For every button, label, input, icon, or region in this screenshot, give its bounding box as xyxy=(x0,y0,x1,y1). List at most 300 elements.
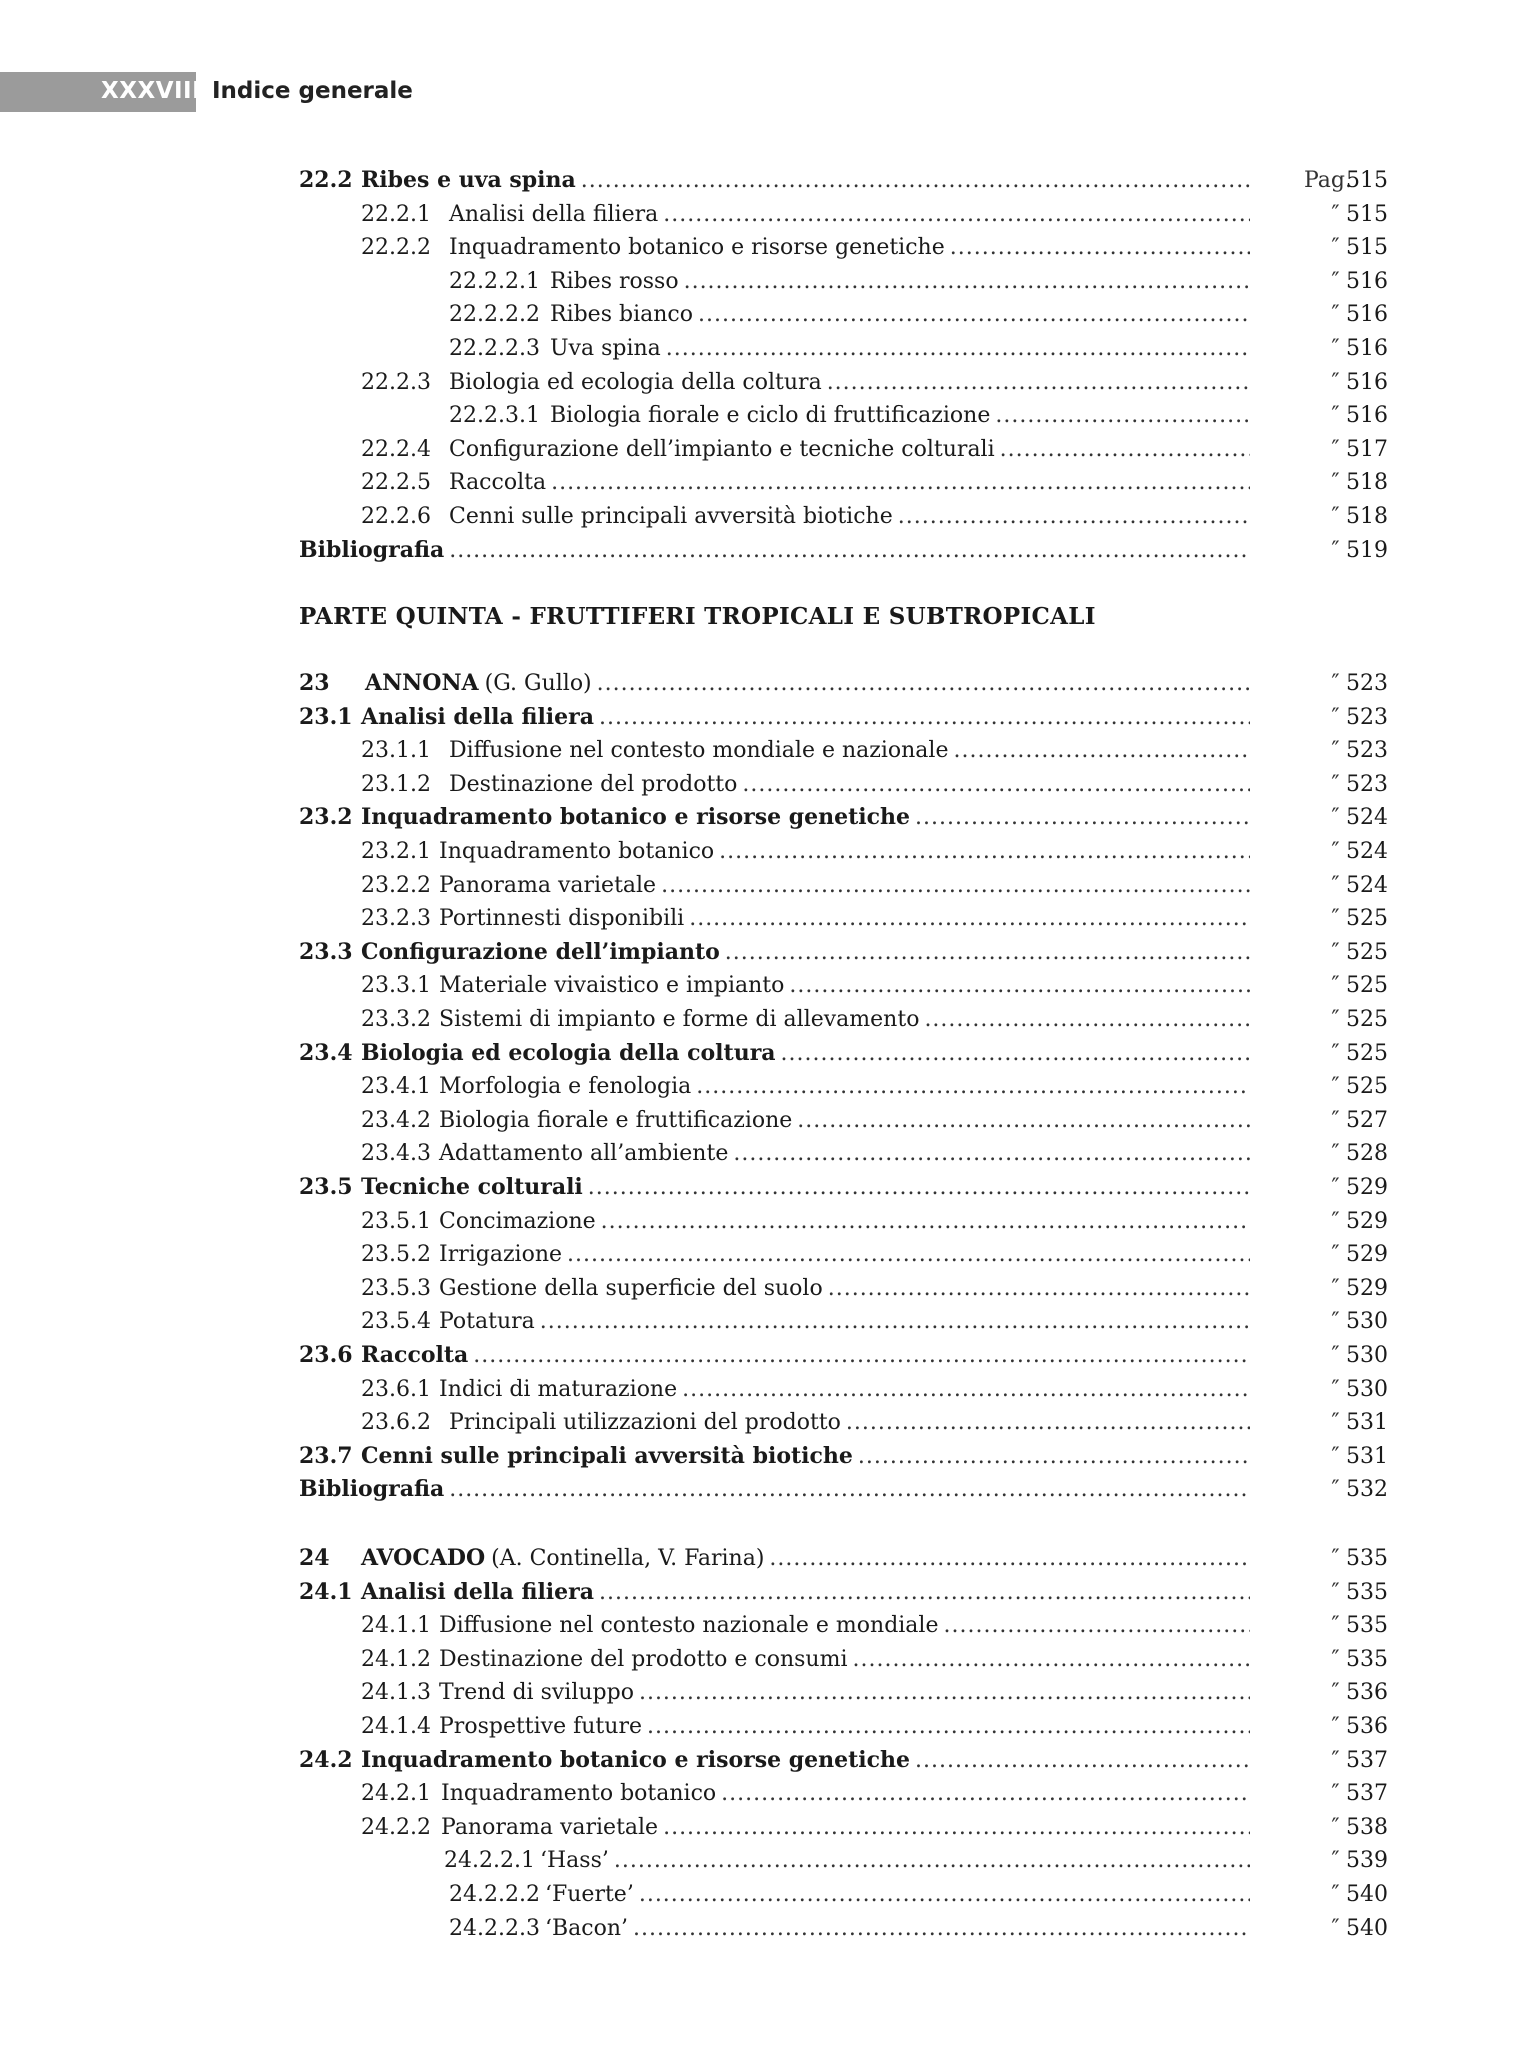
dot-leader xyxy=(742,768,1250,801)
toc-entry[interactable] xyxy=(0,1305,1533,1338)
toc-entry[interactable] xyxy=(0,1811,1533,1844)
entry-title: Cenni sulle principali avversità biotiche xyxy=(361,1442,853,1469)
part-heading: PARTE QUINTA - FRUTTIFERI TROPICALI E SUBTROPICALI xyxy=(299,603,1096,630)
toc-entry[interactable] xyxy=(0,1576,1533,1609)
ditto-mark: ″ xyxy=(1331,839,1340,864)
toc-entry[interactable] xyxy=(0,1037,1533,1070)
entry-title: ‘Fuerte’ xyxy=(545,1882,634,1907)
entry-title: Inquadramento botanico e risorse genetiche xyxy=(361,804,911,831)
toc-entry[interactable] xyxy=(0,1777,1533,1810)
page-ref: 535 xyxy=(1346,1546,1388,1571)
ditto-mark: ″ xyxy=(1331,771,1340,797)
page-ref: 523 xyxy=(1346,671,1388,696)
page-ref: 538 xyxy=(1346,1814,1388,1840)
entry-title: ‘Bacon’ xyxy=(545,1915,629,1941)
entry-title: Trend di sviluppo xyxy=(439,1680,634,1706)
dot-leader xyxy=(696,1070,1250,1103)
dot-leader xyxy=(551,466,1250,499)
toc-entry[interactable] xyxy=(0,1844,1533,1877)
toc-entry-line xyxy=(361,1137,1250,1170)
entry-title: Panorama varietale xyxy=(439,872,657,898)
entry-number: 23.1.2 xyxy=(361,771,431,797)
ditto-mark: ″ xyxy=(1331,1376,1340,1402)
toc-entry[interactable] xyxy=(0,1878,1533,1911)
toc-entry-line xyxy=(444,1844,1250,1877)
entry-number: 24.1 xyxy=(299,1578,353,1605)
toc-entry-line xyxy=(361,768,1250,801)
ditto-mark: ″ xyxy=(1331,302,1340,328)
toc-entry[interactable] xyxy=(0,399,1533,432)
toc-entry-line xyxy=(361,366,1250,399)
dot-leader xyxy=(846,1406,1250,1439)
page-ref: 537 xyxy=(1346,1747,1388,1773)
page-ref: 518 xyxy=(1346,470,1388,496)
entry-title: Prospettive future xyxy=(439,1714,642,1739)
toc-entry[interactable] xyxy=(0,231,1533,264)
ditto-mark: ″ xyxy=(1331,738,1340,764)
dot-leader xyxy=(721,1777,1250,1810)
entry-title: Raccolta xyxy=(361,1342,469,1368)
entry-number: 23.6 xyxy=(299,1342,353,1368)
toc-entry-line xyxy=(361,1777,1250,1810)
entry-number: 23.5.2 xyxy=(361,1242,431,1268)
ditto-mark: ″ xyxy=(1331,470,1340,496)
toc-entry[interactable] xyxy=(0,1373,1533,1406)
entry-number: 23.5.1 xyxy=(361,1208,431,1234)
entry-title: Indici di maturazione xyxy=(439,1376,678,1402)
entry-author: (G. Gullo) xyxy=(484,671,592,696)
toc-entry[interactable] xyxy=(0,1643,1533,1676)
page-ref: 523 xyxy=(1346,771,1388,797)
toc-entry-line xyxy=(361,1811,1250,1844)
toc-entry[interactable] xyxy=(0,366,1533,399)
entry-number: 22.2.5 xyxy=(361,470,431,496)
page-ref: 539 xyxy=(1346,1848,1388,1874)
page-ref: 524 xyxy=(1346,805,1388,831)
entry-title: Inquadramento botanico e risorse genetiche xyxy=(449,235,945,261)
toc-entry[interactable] xyxy=(0,768,1533,801)
dot-leader xyxy=(827,366,1250,399)
dot-leader xyxy=(647,1710,1250,1743)
page-ref: 524 xyxy=(1346,839,1388,864)
dot-leader xyxy=(1000,433,1250,466)
page-ref: 516 xyxy=(1346,302,1388,328)
ditto-mark: ″ xyxy=(1331,872,1340,898)
page-ref: 525 xyxy=(1346,1007,1388,1032)
entry-number: 24.1.3 xyxy=(361,1680,431,1706)
entry-number: 22.2.6 xyxy=(361,504,431,529)
toc-entry[interactable] xyxy=(0,869,1533,902)
entry-title: Analisi della filiera xyxy=(361,1578,594,1605)
ditto-mark: ″ xyxy=(1331,1714,1340,1739)
toc-entry-line xyxy=(449,298,1250,331)
page-ref: 528 xyxy=(1346,1141,1388,1167)
toc-entry-line xyxy=(361,1373,1250,1406)
ditto-mark: ″ xyxy=(1331,1814,1340,1840)
toc-entry-line xyxy=(361,1104,1250,1137)
dot-leader xyxy=(781,1037,1250,1070)
dot-leader xyxy=(769,1542,1250,1575)
entry-number: 22.2.3.1 xyxy=(449,403,540,429)
entry-number: 22.2.2.2 xyxy=(449,302,540,328)
toc-entry-line xyxy=(361,1305,1250,1338)
ditto-mark: ″ xyxy=(1331,906,1340,932)
ditto-mark: ″ xyxy=(1331,1040,1340,1066)
ditto-mark: ″ xyxy=(1331,1343,1340,1368)
dot-leader xyxy=(853,1643,1251,1676)
toc-entry-line xyxy=(299,1339,1250,1372)
toc-entry[interactable] xyxy=(0,801,1533,834)
dot-leader xyxy=(601,1205,1250,1238)
toc-entry[interactable] xyxy=(0,1070,1533,1103)
toc-entry-line xyxy=(449,1878,1250,1911)
page-ref: 537 xyxy=(1346,1781,1388,1807)
ditto-mark: ″ xyxy=(1331,1443,1340,1469)
toc-entry[interactable] xyxy=(0,701,1533,734)
entry-author: (A. Continella, V. Farina) xyxy=(491,1546,765,1571)
entry-title: Cenni sulle principali avversità biotiche xyxy=(449,504,893,529)
toc-entry-line xyxy=(299,1171,1250,1204)
entry-title: AVOCADO xyxy=(361,1545,486,1571)
page-ref: 530 xyxy=(1346,1376,1388,1402)
entry-title: Adattamento all’ambiente xyxy=(439,1141,729,1167)
page-ref: 516 xyxy=(1346,403,1388,429)
ditto-mark: ″ xyxy=(1331,1848,1340,1874)
toc-entry[interactable] xyxy=(0,1003,1533,1036)
dot-leader xyxy=(661,869,1250,902)
entry-number: 24.2 xyxy=(299,1746,353,1773)
dot-leader xyxy=(599,1576,1250,1609)
page-ref: 518 xyxy=(1346,504,1388,529)
entry-title: Analisi della filiera xyxy=(449,201,659,227)
toc-entry-line xyxy=(299,1440,1250,1473)
dot-leader xyxy=(666,332,1250,365)
dot-leader xyxy=(682,1373,1250,1406)
dot-leader xyxy=(689,902,1250,935)
toc-entry-line xyxy=(361,902,1250,935)
entry-title: Sistemi di impianto e forme di allevamento xyxy=(439,1007,920,1032)
toc-entry[interactable] xyxy=(0,1440,1533,1473)
toc-entry[interactable] xyxy=(0,902,1533,935)
entry-number: 23.4.1 xyxy=(361,1074,431,1100)
ditto-mark: ″ xyxy=(1331,1141,1340,1167)
page-ref: 515 xyxy=(1346,201,1388,227)
dot-leader xyxy=(639,1878,1250,1911)
dot-leader xyxy=(858,1440,1250,1473)
entry-number: 24.2.2.1 xyxy=(444,1848,535,1874)
toc-entry-line xyxy=(299,1037,1250,1070)
toc-entry[interactable] xyxy=(0,1710,1533,1743)
toc-entry[interactable] xyxy=(0,667,1533,700)
toc-entry[interactable] xyxy=(0,500,1533,533)
entry-title: Tecniche colturali xyxy=(361,1174,583,1200)
entry-title: Bibliografia xyxy=(299,536,445,563)
ditto-mark: ″ xyxy=(1331,369,1340,395)
entry-number: 23.2.3 xyxy=(361,906,431,932)
entry-title: Concimazione xyxy=(439,1208,596,1234)
dot-leader xyxy=(828,1272,1250,1305)
page-ref: 530 xyxy=(1346,1343,1388,1368)
ditto-mark: ″ xyxy=(1331,268,1340,294)
toc-entry-line xyxy=(361,1609,1250,1642)
toc-entry-line xyxy=(361,1003,1250,1036)
entry-title: Analisi della filiera xyxy=(361,703,594,730)
entry-number: 22.2.3 xyxy=(361,369,431,395)
dot-leader xyxy=(639,1676,1250,1709)
dot-leader xyxy=(581,164,1250,197)
toc-entry[interactable] xyxy=(0,1137,1533,1170)
toc-entry-line xyxy=(299,667,1250,700)
toc-entry-line xyxy=(361,835,1250,868)
toc-entry-line xyxy=(449,1912,1250,1945)
page-ref: 536 xyxy=(1346,1714,1388,1739)
page-ref: 535 xyxy=(1346,1646,1388,1672)
dot-leader xyxy=(449,1473,1250,1506)
entry-number: 24 xyxy=(299,1545,330,1571)
page-ref: 525 xyxy=(1346,939,1388,965)
toc-entry[interactable] xyxy=(0,1104,1533,1137)
entry-title: Panorama varietale xyxy=(441,1814,659,1840)
toc-entry[interactable] xyxy=(0,1272,1533,1305)
entry-title: Inquadramento botanico xyxy=(441,1781,717,1807)
toc-entry-line xyxy=(449,332,1250,365)
entry-number: 23.5 xyxy=(299,1174,353,1200)
dot-leader xyxy=(473,1339,1250,1372)
entry-number: 23.2.1 xyxy=(361,839,431,864)
toc-entry[interactable] xyxy=(0,1676,1533,1709)
entry-number: 24.2.1 xyxy=(361,1781,431,1807)
ditto-mark: ″ xyxy=(1331,336,1340,361)
page-ref: 525 xyxy=(1346,1040,1388,1066)
toc-entry[interactable] xyxy=(0,1171,1533,1204)
dot-leader xyxy=(725,936,1250,969)
page-ref: 524 xyxy=(1346,872,1388,898)
page-ref: 527 xyxy=(1346,1107,1388,1133)
dot-leader xyxy=(567,1238,1250,1271)
toc-entry-line xyxy=(449,265,1250,298)
dot-leader xyxy=(924,1003,1250,1036)
dot-leader xyxy=(633,1912,1250,1945)
ditto-mark: ″ xyxy=(1331,704,1340,730)
toc-entry-line xyxy=(299,801,1250,834)
toc-entry[interactable] xyxy=(0,835,1533,868)
toc-entry[interactable] xyxy=(0,1238,1533,1271)
page-ref: 516 xyxy=(1346,336,1388,361)
toc-entry-line xyxy=(361,734,1250,767)
toc-entry-line xyxy=(361,198,1250,231)
ditto-mark: ″ xyxy=(1331,1747,1340,1773)
ditto-mark: ″ xyxy=(1331,1882,1340,1907)
entry-title: Ribes rosso xyxy=(550,268,679,294)
toc-entry[interactable] xyxy=(0,1542,1533,1575)
ditto-mark: ″ xyxy=(1331,235,1340,261)
page-ref: 531 xyxy=(1346,1443,1388,1469)
entry-title: Diffusione nel contesto mondiale e nazionale xyxy=(449,738,949,764)
dot-leader xyxy=(995,399,1250,432)
toc-entry[interactable] xyxy=(0,969,1533,1002)
ditto-mark: ″ xyxy=(1331,1309,1340,1335)
page-ref: 529 xyxy=(1346,1275,1388,1301)
toc-entry-line xyxy=(299,936,1250,969)
ditto-mark: ″ xyxy=(1331,1275,1340,1301)
entry-number: 23.3 xyxy=(299,938,353,965)
ditto-mark: ″ xyxy=(1331,939,1340,965)
ditto-mark: ″ xyxy=(1331,201,1340,227)
toc-entry-line xyxy=(361,1205,1250,1238)
ditto-mark: ″ xyxy=(1331,1410,1340,1436)
page-ref: 540 xyxy=(1346,1882,1388,1907)
toc-entry[interactable] xyxy=(0,164,1533,197)
page-ref: 535 xyxy=(1346,1613,1388,1639)
toc-entry[interactable] xyxy=(0,1339,1533,1372)
entry-title: Ribes e uva spina xyxy=(361,167,576,193)
entry-number: 22.2.2 xyxy=(361,235,431,261)
dot-leader xyxy=(898,500,1250,533)
entry-title: Inquadramento botanico xyxy=(439,839,715,864)
ditto-mark: ″ xyxy=(1331,1646,1340,1672)
ditto-mark: ″ xyxy=(1331,537,1340,563)
ditto-mark: ″ xyxy=(1331,504,1340,529)
page-ref: 529 xyxy=(1346,1242,1388,1268)
dot-leader xyxy=(733,1137,1250,1170)
entry-title: Materiale vivaistico e impianto xyxy=(439,973,785,999)
toc-entry-line xyxy=(449,399,1250,432)
entry-number: 23.2 xyxy=(299,804,353,831)
ditto-mark: ″ xyxy=(1331,1208,1340,1234)
running-header-title: Indice generale xyxy=(212,78,413,104)
toc-entry[interactable] xyxy=(0,466,1533,499)
entry-title: Biologia fiorale e fruttificazione xyxy=(439,1107,793,1133)
toc-entry[interactable] xyxy=(0,1406,1533,1439)
dot-leader xyxy=(943,1609,1250,1642)
entry-number: 24.1.4 xyxy=(361,1714,431,1739)
entry-number: 23.2.2 xyxy=(361,872,431,898)
entry-number: 23.7 xyxy=(299,1442,353,1469)
toc-entry-line xyxy=(361,1676,1250,1709)
entry-number: 23.5.4 xyxy=(361,1309,431,1335)
toc-entry[interactable] xyxy=(0,1473,1533,1506)
dot-leader xyxy=(663,198,1250,231)
toc-entry[interactable] xyxy=(0,734,1533,767)
dot-leader xyxy=(684,265,1250,298)
toc-entry-line xyxy=(361,1272,1250,1305)
toc-entry-line xyxy=(361,869,1250,902)
ditto-mark: ″ xyxy=(1331,1579,1340,1605)
entry-title: Inquadramento botanico e risorse genetiche xyxy=(361,1746,911,1773)
entry-number: 23.1 xyxy=(299,703,353,730)
toc-entry-line xyxy=(299,701,1250,734)
page-ref: 531 xyxy=(1346,1410,1388,1436)
toc-entry[interactable] xyxy=(0,198,1533,231)
dot-leader xyxy=(789,969,1250,1002)
entry-title: Configurazione dell’impianto xyxy=(361,938,720,965)
toc-entry-line xyxy=(361,466,1250,499)
ditto-mark: ″ xyxy=(1331,1680,1340,1706)
toc-entry-line xyxy=(299,1473,1250,1506)
entry-number: 23.5.3 xyxy=(361,1275,431,1301)
page-ref: 525 xyxy=(1346,906,1388,932)
toc-entry-line xyxy=(361,500,1250,533)
entry-number: 24.2.2.3 xyxy=(449,1915,540,1941)
page-ref: 523 xyxy=(1346,704,1388,730)
dot-leader xyxy=(915,801,1250,834)
ditto-mark: ″ xyxy=(1331,1781,1340,1807)
page-ref: 529 xyxy=(1346,1208,1388,1234)
toc-entry[interactable] xyxy=(0,265,1533,298)
page-ref: 535 xyxy=(1346,1579,1388,1605)
toc-entry[interactable] xyxy=(0,298,1533,331)
entry-number: 23.4.3 xyxy=(361,1141,431,1167)
entry-number: 23.6.1 xyxy=(361,1376,431,1402)
dot-leader xyxy=(950,231,1250,264)
toc-entry[interactable] xyxy=(0,332,1533,365)
entry-title: Biologia ed ecologia della coltura xyxy=(449,369,822,395)
entry-title: Portinnesti disponibili xyxy=(439,906,685,932)
page-ref: 515 xyxy=(1346,168,1388,193)
dot-leader xyxy=(797,1104,1250,1137)
entry-number: 23.4 xyxy=(299,1039,353,1066)
entry-number: 24.1.1 xyxy=(361,1613,431,1639)
ditto-mark: ″ xyxy=(1331,1613,1340,1639)
entry-number: 22.2.1 xyxy=(361,201,431,227)
page-ref: 516 xyxy=(1346,369,1388,395)
toc-entry[interactable] xyxy=(0,936,1533,969)
page-ref: 540 xyxy=(1346,1915,1388,1941)
ditto-mark: ″ xyxy=(1331,1107,1340,1133)
entry-number: 22.2.2.1 xyxy=(449,268,540,294)
dot-leader xyxy=(915,1744,1250,1777)
toc-entry[interactable] xyxy=(0,1609,1533,1642)
toc-entry-line xyxy=(361,1406,1250,1439)
entry-number: 22.2 xyxy=(299,167,353,193)
dot-leader xyxy=(588,1171,1250,1204)
page-ref: 515 xyxy=(1346,235,1388,261)
entry-title: Potatura xyxy=(439,1309,535,1335)
ditto-mark: ″ xyxy=(1331,1546,1340,1571)
page-ref: 523 xyxy=(1346,738,1388,764)
dot-leader xyxy=(449,534,1250,567)
page-ref: 525 xyxy=(1346,973,1388,999)
page-ref: 532 xyxy=(1346,1477,1388,1503)
toc-entry-line xyxy=(361,1643,1250,1676)
entry-number: 23.4.2 xyxy=(361,1107,431,1133)
page-number: XXXVIII xyxy=(101,78,202,104)
entry-number: 23.3.2 xyxy=(361,1007,431,1032)
toc-entry[interactable] xyxy=(0,1912,1533,1945)
entry-number: 23.1.1 xyxy=(361,738,431,764)
dot-leader xyxy=(597,667,1250,700)
toc-entry[interactable] xyxy=(0,1205,1533,1238)
entry-number: 24.1.2 xyxy=(361,1646,431,1672)
dot-leader xyxy=(719,835,1250,868)
toc-entry[interactable] xyxy=(0,534,1533,567)
page-ref: 519 xyxy=(1346,537,1388,563)
ditto-mark: ″ xyxy=(1331,973,1340,999)
entry-title: Ribes bianco xyxy=(550,302,693,328)
toc-entry-line xyxy=(361,969,1250,1002)
toc-entry[interactable] xyxy=(0,1744,1533,1777)
dot-leader xyxy=(663,1811,1250,1844)
ditto-mark: ″ xyxy=(1331,403,1340,429)
toc-entry[interactable] xyxy=(0,433,1533,466)
entry-title: Irrigazione xyxy=(439,1242,563,1268)
page-label: Pag. xyxy=(1303,168,1352,193)
entry-title: Principali utilizzazioni del prodotto xyxy=(449,1410,841,1436)
page-ref: 517 xyxy=(1346,436,1388,462)
ditto-mark: ″ xyxy=(1331,1074,1340,1100)
toc-entry-line xyxy=(299,534,1250,567)
entry-number: 24.2.2 xyxy=(361,1814,431,1840)
